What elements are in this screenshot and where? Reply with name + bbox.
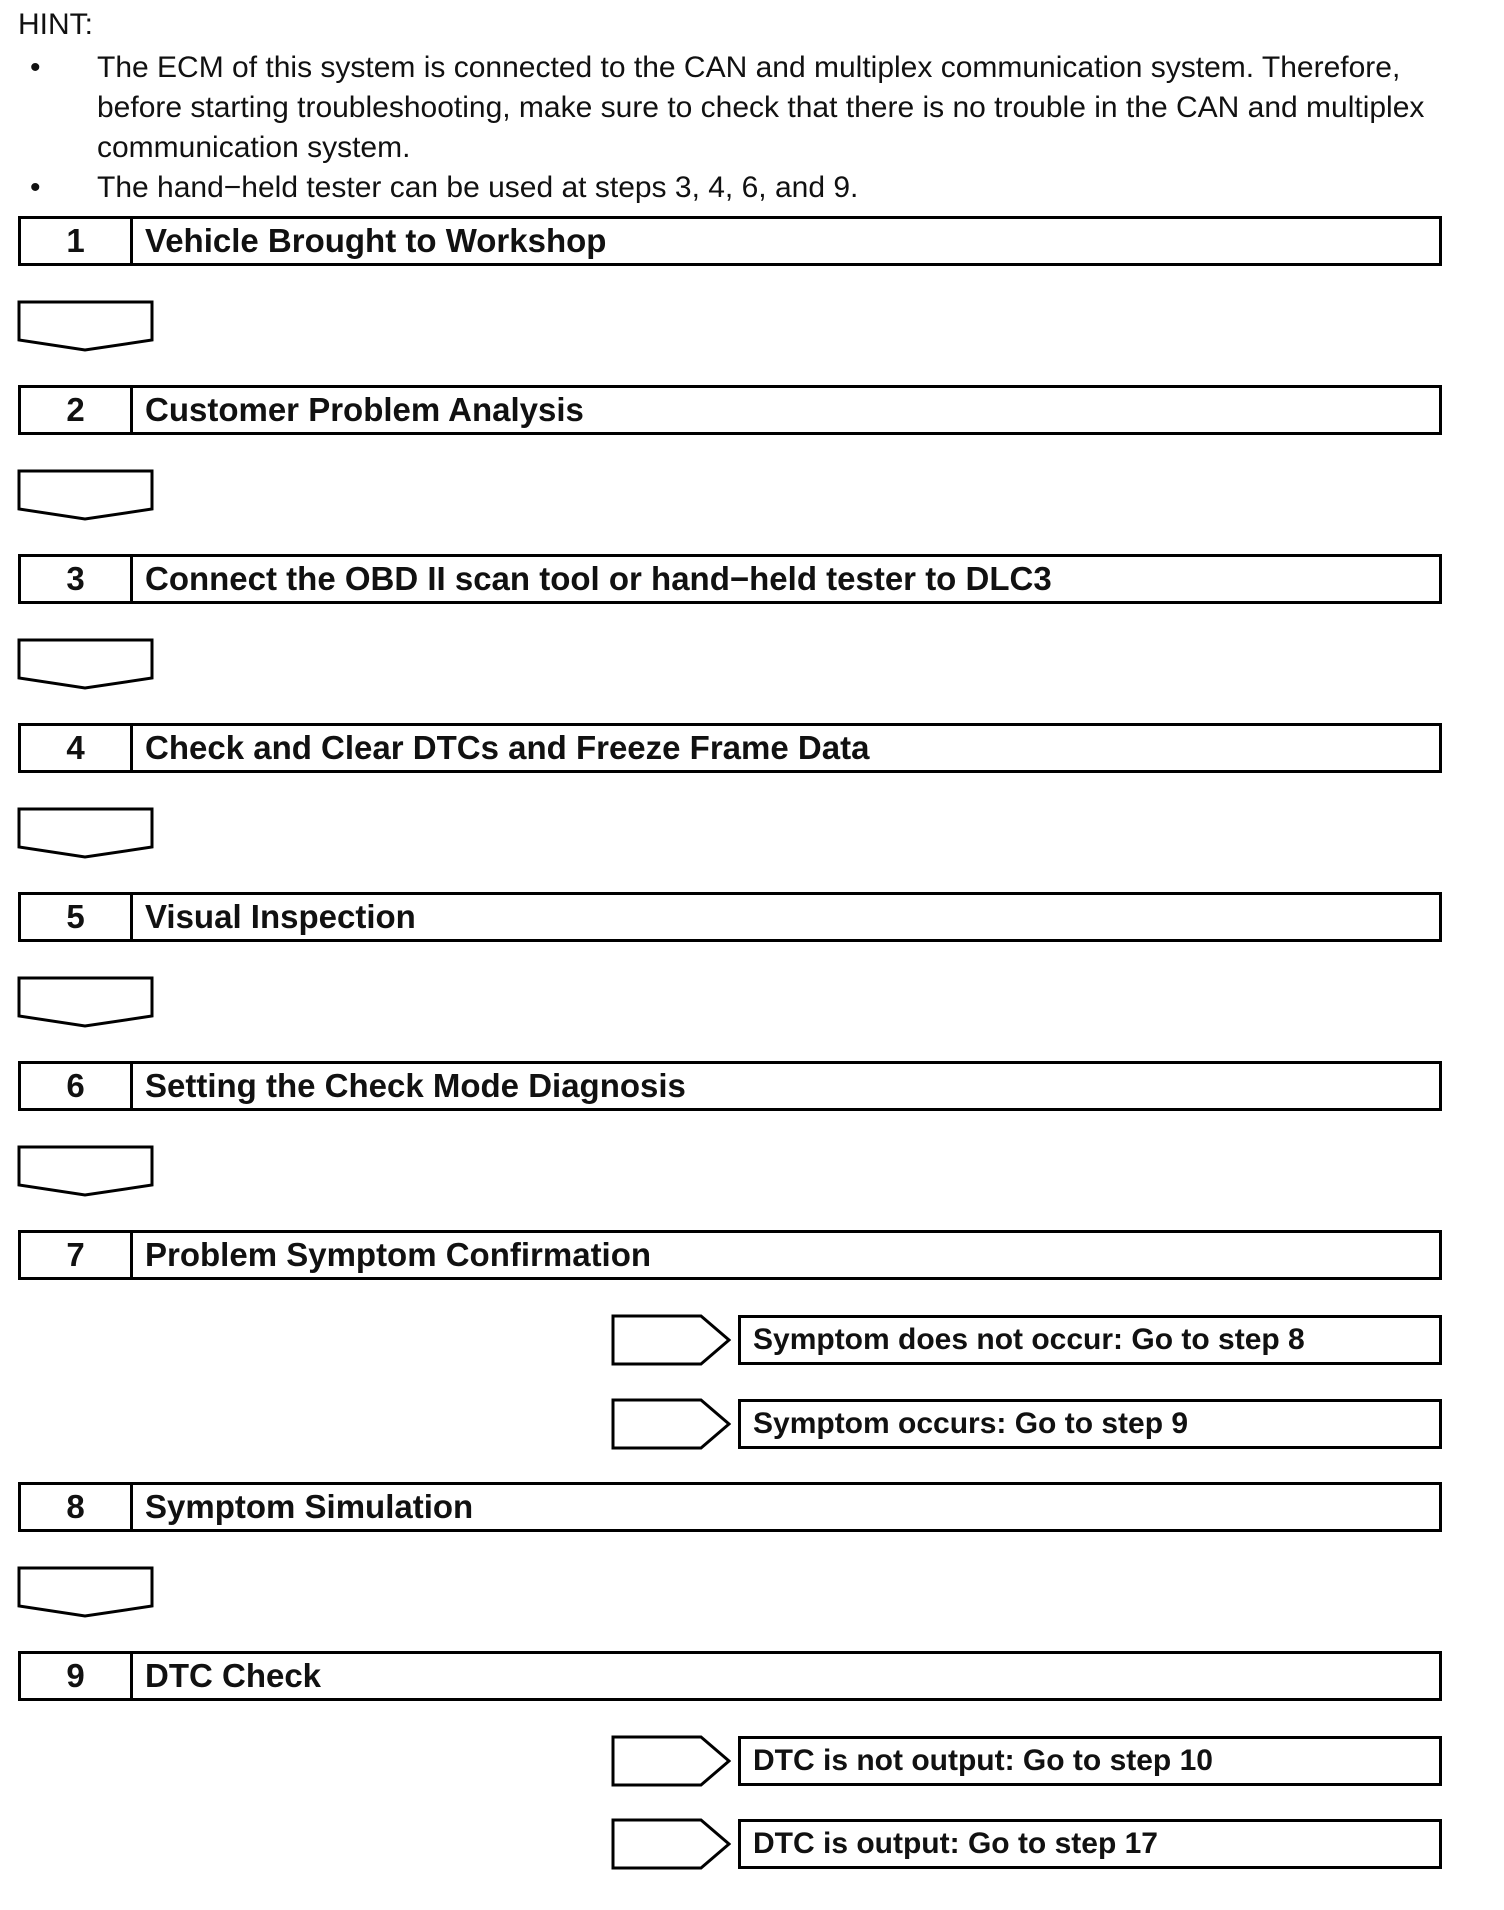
step-number: 6 xyxy=(21,1064,133,1108)
step-title: Symptom Simulation xyxy=(145,1488,474,1525)
step-number: 3 xyxy=(21,557,133,601)
step-number: 4 xyxy=(21,726,133,770)
step-number: 8 xyxy=(21,1485,133,1529)
step-box-3 xyxy=(18,554,1442,604)
step-number: 1 xyxy=(21,219,133,263)
result-dtc-output: DTC is output: Go to step 17 xyxy=(738,1819,1442,1869)
result-symptom-not-occur: Symptom does not occur: Go to step 8 xyxy=(738,1315,1442,1365)
down-arrow-icon xyxy=(17,638,154,690)
hint-bullet-1: • xyxy=(30,51,41,84)
step-title: Customer Problem Analysis xyxy=(145,391,584,428)
down-arrow-icon xyxy=(17,1566,154,1618)
step-title: Setting the Check Mode Diagnosis xyxy=(145,1067,686,1104)
step-box-7 xyxy=(18,1230,1442,1280)
step-number: 7 xyxy=(21,1233,133,1277)
step-box-4 xyxy=(18,723,1442,773)
step-title: DTC Check xyxy=(145,1657,322,1694)
right-arrow-icon xyxy=(611,1398,731,1450)
down-arrow-icon xyxy=(17,300,154,352)
step-title: Visual Inspection xyxy=(145,898,416,935)
step-box-6 xyxy=(18,1061,1442,1111)
step-box-9 xyxy=(18,1651,1442,1701)
hint-item-2: The hand−held tester can be used at steps 3, 4, 6, and 9. xyxy=(97,171,859,204)
step-number: 2 xyxy=(21,388,133,432)
step-box-5 xyxy=(18,892,1442,942)
down-arrow-icon xyxy=(17,469,154,521)
step-title: Problem Symptom Confirmation xyxy=(145,1236,652,1273)
hint-title: HINT: xyxy=(18,8,93,41)
step-box-2 xyxy=(18,385,1442,435)
down-arrow-icon xyxy=(17,807,154,859)
result-dtc-not-output: DTC is not output: Go to step 10 xyxy=(738,1736,1442,1786)
step-title: Check and Clear DTCs and Freeze Frame Data xyxy=(145,729,870,766)
right-arrow-icon xyxy=(611,1735,731,1787)
step-title: Vehicle Brought to Workshop xyxy=(145,222,607,259)
step-box-8 xyxy=(18,1482,1442,1532)
step-number: 9 xyxy=(21,1654,133,1698)
result-symptom-occurs: Symptom occurs: Go to step 9 xyxy=(738,1399,1442,1449)
right-arrow-icon xyxy=(611,1314,731,1366)
step-box-1 xyxy=(18,216,1442,266)
step-number: 5 xyxy=(21,895,133,939)
down-arrow-icon xyxy=(17,976,154,1028)
hint-bullet-2: • xyxy=(30,171,41,204)
right-arrow-icon xyxy=(611,1818,731,1870)
step-title: Connect the OBD II scan tool or hand−held tester to DLC3 xyxy=(145,560,1052,597)
down-arrow-icon xyxy=(17,1145,154,1197)
hint-item-1: The ECM of this system is connected to the CAN and multiplex communication system. Therefore, before starting troubleshooting, make sure to check that there is no trouble in the CAN and multiplex communication system. xyxy=(97,51,1425,164)
